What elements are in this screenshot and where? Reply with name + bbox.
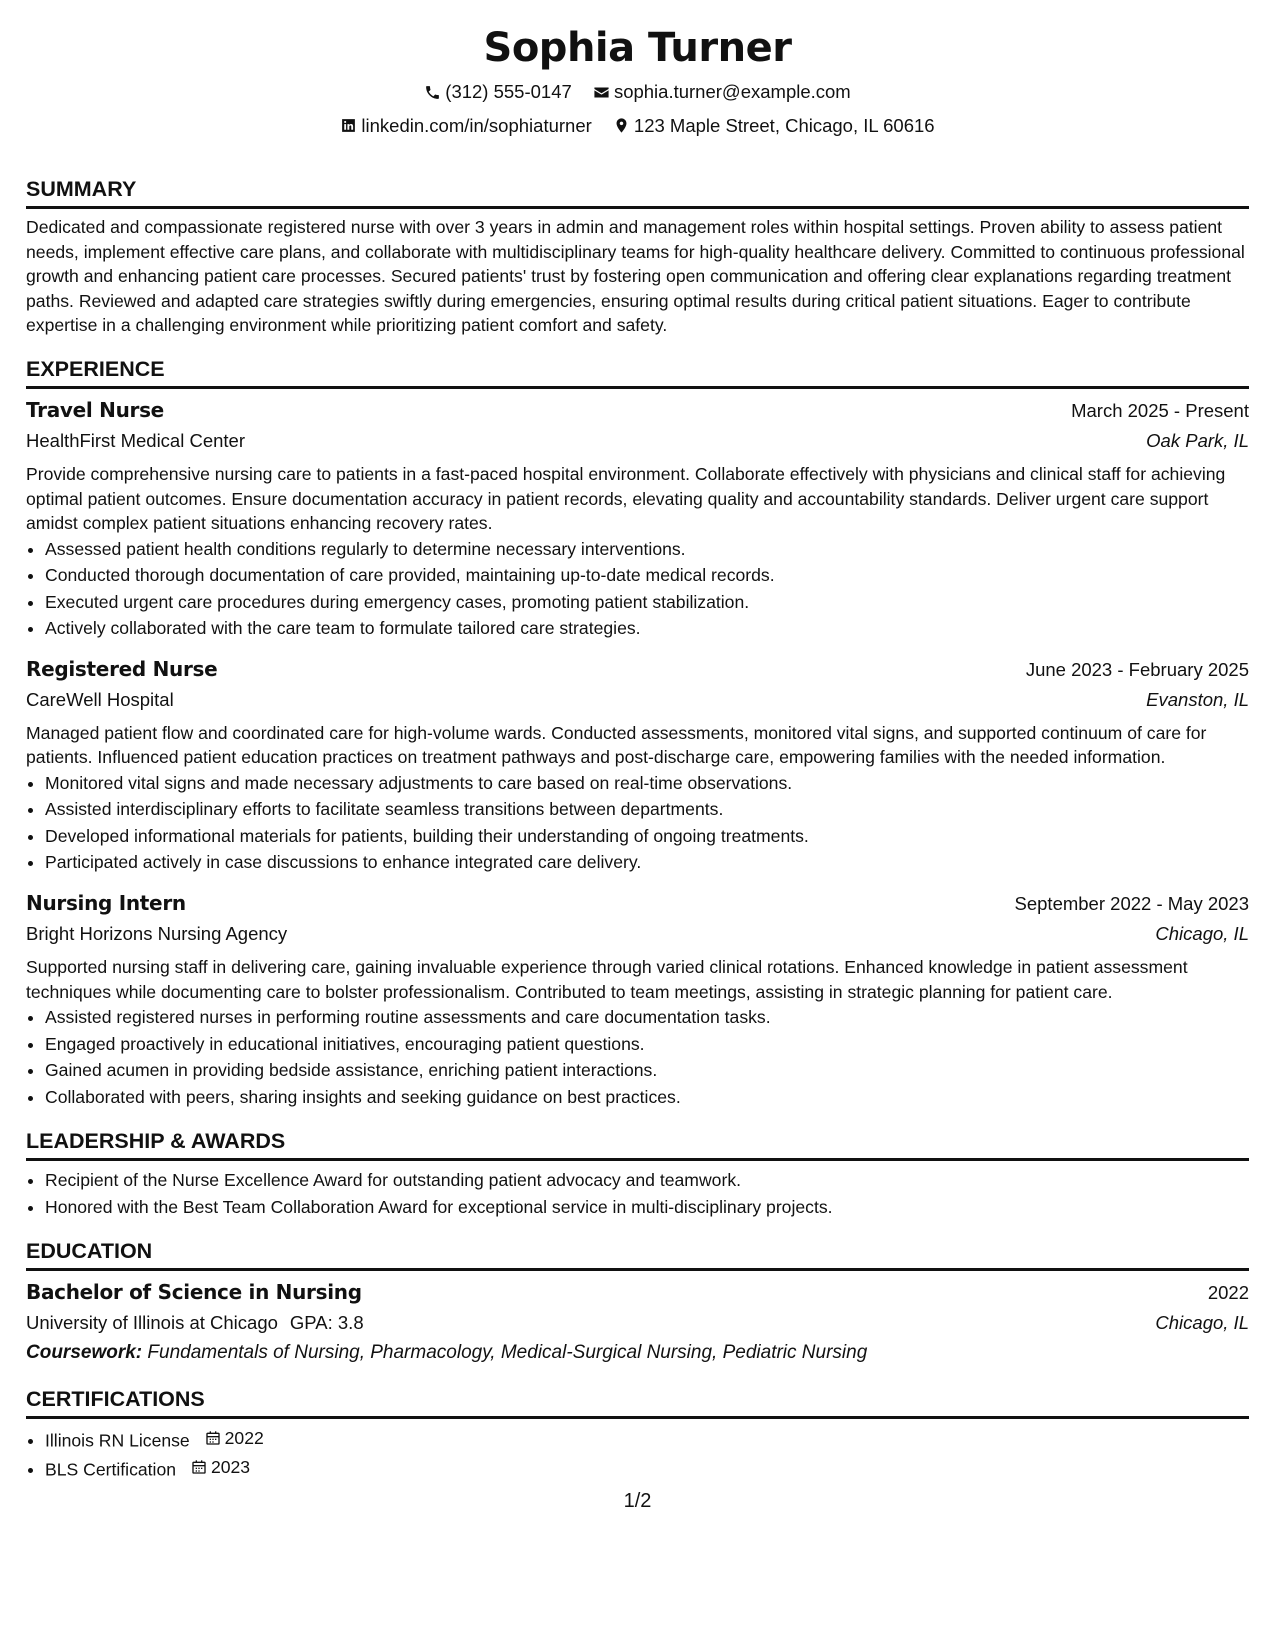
- job-organization: CareWell Hospital: [26, 688, 174, 710]
- certification-year: 2023: [210, 1456, 251, 1477]
- education-heading: EDUCATION: [26, 1238, 1249, 1271]
- job-location: Oak Park, IL: [1146, 429, 1249, 451]
- coursework-label: Coursework:: [26, 1342, 143, 1364]
- linkedin-icon: [340, 117, 357, 134]
- job-location: Evanston, IL: [1146, 688, 1249, 710]
- degree-title: Bachelor of Science in Nursing: [26, 1280, 362, 1305]
- list-item: • Assisted interdisciplinary efforts to facilitate seamless transitions between departments.: [45, 796, 1249, 823]
- job-description: Supported nursing staff in delivering care, gaining invaluable experience through varied clinical rotations. Enhanced knowledge in patient assessment techniques while documenting care to bolster professionalism. Contributed to team meetings, assisting in strategic planning for patient care.: [26, 956, 1188, 1002]
- job-bullets: [26, 536, 1249, 642]
- graduation-year: 2022: [1207, 1282, 1249, 1304]
- linkedin-url: linkedin.com/in/sophiaturner: [361, 114, 592, 136]
- job-dates: September 2022 - May 2023: [1014, 892, 1249, 914]
- coursework-list: Fundamentals of Nursing, Pharmacology, Medical-Surgical Nursing, Pediatric Nursing: [147, 1342, 868, 1364]
- school-line: [26, 1308, 364, 1338]
- experience-heading: EXPERIENCE: [26, 356, 1249, 389]
- job-title: Registered Nurse: [26, 656, 218, 681]
- list-item: • Conducted thorough documentation of care provided, maintaining up-to-date medical records.: [45, 562, 1249, 589]
- list-item: [45, 1425, 1249, 1454]
- summary-text: Dedicated and compassionate registered nurse with over 3 years in admin and management roles within hospital settings. Proven ability to assess patient needs, implement effective care plans, and collaborate with multidisciplinary teams for high-quality healthcare delivery. Committed to continuous professional growth and enhancing patient care processes. Secured patients' trust by fostering open communication and offering clear explanations regarding treatment paths. Reviewed and adapted care strategies swiftly during emergencies, ensuring optimal results during critical patient situations. Eager to contribute expertise in a challenging environment while prioritizing patient comfort and safety.: [26, 217, 1245, 336]
- job-organization: HealthFirst Medical Center: [26, 429, 245, 451]
- list-item: [45, 1454, 1249, 1483]
- job-description: Managed patient flow and coordinated care for high-volume wards. Conducted assessments, monitored vital signs, and supported continuum of care for patients. Influenced patient education practices on treatment pathways and post-discharge care, empowering families with the needed information.: [26, 722, 1207, 768]
- map-pin-icon: [613, 117, 630, 134]
- leadership-heading: LEADERSHIP & AWARDS: [26, 1128, 1249, 1161]
- leadership-section: [26, 1128, 1249, 1220]
- list-item: • Participated actively in case discussions to enhance integrated care delivery.: [45, 849, 1249, 876]
- awards-list: [26, 1167, 1249, 1220]
- gpa: GPA: 3.8: [289, 1312, 364, 1334]
- job-dates: June 2023 - February 2025: [1025, 658, 1249, 680]
- list-item: • Engaged proactively in educational initiatives, encouraging patient questions.: [45, 1031, 1249, 1058]
- list-item: • Actively collaborated with the care team to formulate tailored care strategies.: [45, 615, 1249, 642]
- certification-date: [191, 1454, 250, 1481]
- coursework-line: [26, 1338, 1249, 1368]
- email-address: sophia.turner@example.com: [613, 81, 851, 102]
- calendar-icon: [205, 1430, 221, 1446]
- candidate-name: Sophia Turner: [483, 25, 792, 71]
- job-bullets: [26, 1004, 1249, 1110]
- certifications-section: [26, 1386, 1249, 1483]
- certification-year: 2022: [224, 1428, 264, 1449]
- certification-name: BLS Certification: [45, 1459, 177, 1480]
- job-location: Chicago, IL: [1155, 922, 1249, 944]
- summary-heading: SUMMARY: [26, 176, 1249, 209]
- job-dates: March 2025 - Present: [1071, 399, 1249, 421]
- email-contact: [593, 80, 851, 104]
- contact-line-1: [26, 80, 1249, 107]
- address-contact: [613, 114, 935, 138]
- job-title: Travel Nurse: [26, 397, 164, 422]
- certification-date: [205, 1425, 264, 1452]
- school-location: Chicago, IL: [1155, 1312, 1249, 1334]
- job-description: Provide comprehensive nursing care to patients in a fast-paced hospital environment. Collaborate effectively with physicians and clinical staff for achieving optimal patient outcomes. Ensure documentation accuracy in patient records, elevating quality and accountability standards. Deliver urgent care support amidst complex patient situations enhancing recovery rates.: [26, 463, 1226, 534]
- job-title: Nursing Intern: [26, 890, 186, 915]
- linkedin-contact: [340, 114, 591, 138]
- phone-number: (312) 555-0147: [445, 81, 572, 102]
- certifications-list: [26, 1425, 1249, 1483]
- list-item: • Executed urgent care procedures during emergency cases, promoting patient stabilization.: [45, 589, 1249, 616]
- job-organization: Bright Horizons Nursing Agency: [26, 922, 288, 944]
- list-item: • Honored with the Best Team Collaboration Award for exceptional service in multi-disciplinary projects.: [45, 1194, 1249, 1221]
- certifications-heading: CERTIFICATIONS: [26, 1386, 1249, 1419]
- phone-icon: [424, 84, 441, 101]
- phone-contact: [424, 80, 572, 104]
- contact-line-2: [26, 114, 1249, 141]
- page-number: 1/2: [623, 1490, 652, 1512]
- job-entry: [26, 395, 1249, 642]
- street-address: 123 Maple Street, Chicago, IL 60616: [633, 114, 935, 136]
- list-item: • Developed informational materials for patients, building their understanding of ongoing treatments.: [45, 823, 1249, 850]
- job-bullets: [26, 770, 1249, 876]
- certification-name: Illinois RN License: [45, 1430, 190, 1451]
- list-item: • Collaborated with peers, sharing insights and seeking guidance on best practices.: [45, 1084, 1249, 1111]
- list-item: • Assisted registered nurses in performing routine assessments and care documentation tasks.: [45, 1004, 1249, 1031]
- job-entry: [26, 888, 1249, 1110]
- envelope-icon: [593, 84, 610, 101]
- list-item: • Recipient of the Nurse Excellence Award for outstanding patient advocacy and teamwork.: [45, 1167, 1249, 1194]
- calendar-icon: [191, 1459, 207, 1475]
- list-item: • Gained acumen in providing bedside assistance, enriching patient interactions.: [45, 1057, 1249, 1084]
- summary-section: [26, 176, 1249, 338]
- education-entry: [26, 1277, 1249, 1368]
- list-item: • Assessed patient health conditions regularly to determine necessary interventions.: [45, 536, 1249, 563]
- education-section: [26, 1238, 1249, 1368]
- experience-section: [26, 356, 1249, 1110]
- list-item: • Monitored vital signs and made necessary adjustments to care based on real-time observations.: [45, 770, 1249, 797]
- resume-page: [26, 22, 1249, 1483]
- school-name: University of Illinois at Chicago: [26, 1312, 278, 1334]
- job-entry: [26, 654, 1249, 876]
